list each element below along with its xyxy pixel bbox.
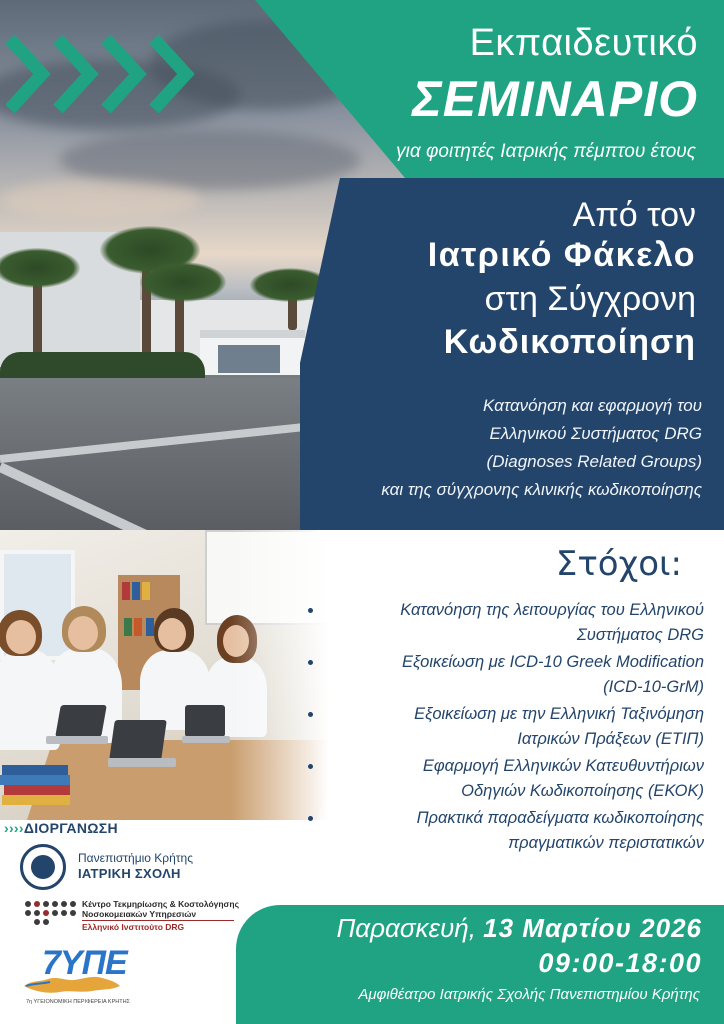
bullet-icon [308, 608, 313, 613]
event-date-value: 13 Μαρτίου 2026 [483, 913, 702, 943]
list-item [300, 702, 704, 752]
event-time: 09:00-18:00 [538, 948, 702, 978]
divider [82, 920, 234, 921]
organizers-label [4, 820, 118, 836]
goal-line: πραγματικών περιστατικών [508, 834, 704, 852]
header-line1: Εκπαιδευτικό [469, 22, 698, 64]
goals-list [300, 598, 704, 858]
goal-line: (ICD-10-GrM) [603, 678, 704, 696]
headline-line2: Ιατρικό Φάκελο [427, 236, 696, 274]
header-subtitle: για φοιτητές Ιατρικής πέμπτου έτους [396, 141, 696, 162]
ype-logo: 7ΥΠΕ [42, 944, 127, 982]
ktk-name-line2: Νοσοκομειακών Υπηρεσιών [82, 909, 197, 919]
header-title: ΣΕΜΙΝΑΡΙΟ [412, 71, 698, 127]
bullet-icon [308, 712, 313, 717]
goal-line: Κατανόηση της λειτουργίας του Ελληνικού [400, 601, 704, 619]
university-seal-icon [20, 844, 66, 890]
description-line: Ελληνικού Συστήματος DRG [489, 424, 702, 443]
goal-line: Πρακτικά παραδείγματα κωδικοποίησης [416, 809, 704, 827]
description-line: (Diagnoses Related Groups) [486, 452, 702, 471]
description-line: και της σύγχρονης κλινικής κωδικοποίησης [381, 480, 702, 499]
list-item [300, 806, 704, 856]
event-date [336, 913, 702, 944]
headline-line3: στη Σύγχρονη [484, 280, 696, 318]
ktk-name-line3: Ελληνικό Ινστιτούτο DRG [82, 922, 185, 932]
goal-line: Εφαρμογή Ελληνικών Κατευθυντήριων [422, 757, 704, 775]
bullet-icon [308, 764, 313, 769]
list-item [300, 598, 704, 648]
organizers-label-text: ΔΙΟΡΓΑΝΩΣΗ [23, 820, 118, 836]
goals-title: Στόχοι: [555, 544, 682, 584]
ktk-dots-logo-icon [24, 900, 84, 926]
chevron-right-icon [6, 33, 201, 115]
goal-line: Εξοικείωση με την Ελληνική Ταξινόμηση [414, 705, 704, 723]
goal-line: Συστήματος DRG [576, 626, 704, 644]
ype-subtitle: 7η ΥΓΕΙΟΝΟΜΙΚΗ ΠΕΡΙΦΕΡΕΙΑ ΚΡΗΤΗΣ [26, 999, 130, 1005]
bullet-icon [308, 660, 313, 665]
bullet-icon [308, 816, 313, 821]
chevron-right-icon: ›››› [4, 820, 24, 836]
list-item [300, 650, 704, 700]
goal-line: Οδηγιών Κωδικοποίησης (ΕΚΟΚ) [461, 782, 704, 800]
event-day: Παρασκευή, [336, 913, 476, 943]
list-item [300, 754, 704, 804]
ktk-name-line1: Κέντρο Τεκμηρίωσης & Κοστολόγησης [82, 899, 239, 909]
description-line: Κατανόηση και εφαρμογή του [483, 396, 702, 415]
school-name: ΙΑΤΡΙΚΗ ΣΧΟΛΗ [78, 866, 181, 881]
headline-line1: Από τον [572, 196, 696, 234]
event-venue: Αμφιθέατρο Ιατρικής Σχολής Πανεπιστημίου Κρήτης [358, 986, 700, 1003]
university-name: Πανεπιστήμιο Κρήτης [78, 851, 194, 865]
goal-line: Εξοικείωση με ICD-10 Greek Modification [402, 653, 704, 671]
goal-line: Ιατρικών Πράξεων (ΕΤΙΠ) [517, 730, 704, 748]
headline-line4: Κωδικοποίηση [443, 323, 696, 361]
